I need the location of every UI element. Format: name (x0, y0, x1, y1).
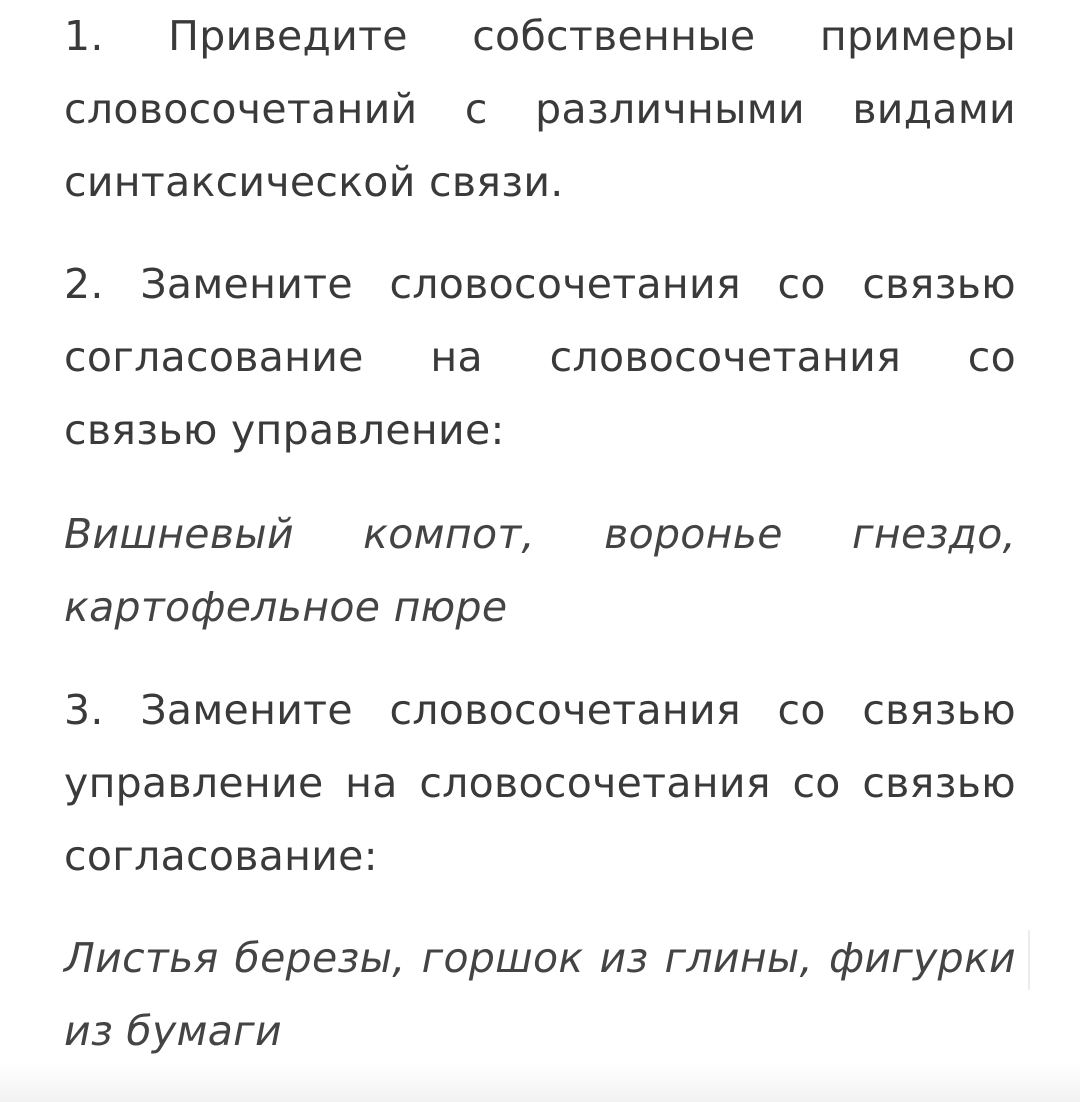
bottom-fade (0, 1062, 1080, 1102)
task-1-text: 1. Приведите собственные примеры словосочетаний с различными видами синтаксической связи. (64, 12, 1016, 206)
task-3-text: 3. Замените словосочетания со связью управление на словосочетания со связью согласование: (64, 686, 1016, 880)
task-3-examples: Листья березы, горшок из глины, фигурки из бумаги (64, 934, 1016, 1055)
page-edge-divider (1028, 930, 1030, 990)
task-2-examples: Вишневый компот, воронье гнездо, картофельное пюре (64, 510, 1016, 631)
task-2-text: 2. Замените словосочетания со связью согласование на словосочетания со связью управление: (64, 260, 1016, 454)
